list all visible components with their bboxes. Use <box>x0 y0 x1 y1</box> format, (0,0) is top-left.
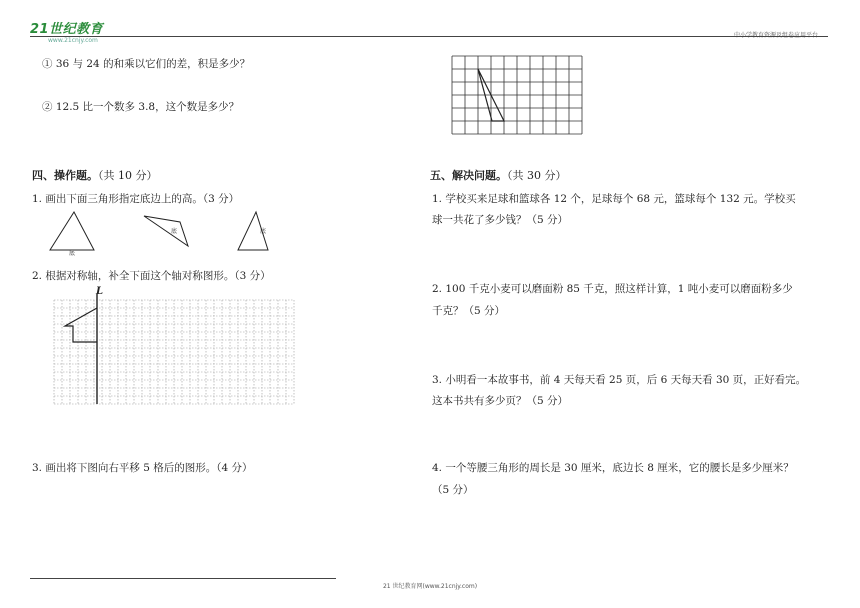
site-logo <box>30 18 103 44</box>
word-problem-1-line-2: 球一共花了多少钱？（5 分） <box>432 214 569 226</box>
translation-grid <box>452 56 582 132</box>
section-5-title <box>430 167 567 183</box>
logo-url: www.21cnjy.com <box>48 37 98 44</box>
symmetry-grid <box>54 300 294 404</box>
word-problem-2-line-2: 千克？（5 分） <box>432 305 506 317</box>
base-label-1: 底 <box>69 250 76 257</box>
header-rule <box>30 36 828 37</box>
word-problem-1-line-1: 1. 学校买来足球和篮球各 12 个，足球每个 68 元，篮球每个 132 元。学校买 <box>432 193 796 205</box>
word-problem-3-line-1: 3. 小明看一本故事书，前 4 天每天看 25 页，后 6 天每天看 30 页，正好看完。 <box>432 374 807 386</box>
triangle-2 <box>144 216 188 246</box>
section-5-heading: 五、解决问题。 <box>430 169 507 182</box>
section-5-score: （共 30 分） <box>507 169 567 182</box>
footer-text: 21 世纪教育网(www.21cnjy.com) <box>382 583 478 590</box>
word-problem-4-line-1: 4. 一个等腰三角形的周长是 30 厘米，底边长 8 厘米，它的腰长是多少厘米？ <box>432 462 794 474</box>
footer-rule <box>30 578 336 579</box>
word-problem-2-line-1: 2. 100 千克小麦可以磨面粉 85 千克，照这样计算，1 吨小麦可以磨面粉多少 <box>432 283 793 295</box>
triangle-1 <box>50 212 94 250</box>
word-problem-3-line-2: 这本书共有多少页？（5 分） <box>432 395 569 407</box>
base-label-2: 底 <box>171 228 178 235</box>
op-question-3: 3. 画出将下图向右平移 5 格后的图形。（4 分） <box>32 462 253 474</box>
section-4-score: （共 10 分） <box>98 169 158 182</box>
op-question-2: 2. 根据对称轴，补全下面这个轴对称图形。（3 分） <box>32 270 271 282</box>
base-label-3: 底 <box>260 228 267 235</box>
logo-text: 21世纪教育 <box>30 22 104 37</box>
section-4-title <box>32 167 158 183</box>
axis-label: L <box>96 286 104 297</box>
triangle-figures <box>40 208 280 258</box>
op-question-1: 1. 画出下面三角形指定底边上的高。（3 分） <box>32 193 240 205</box>
word-problem-4-line-2: （5 分） <box>432 484 474 496</box>
section-4-heading: 四、操作题。 <box>32 169 98 182</box>
platform-label: 中小学教育资源及组卷应用平台 <box>733 32 818 39</box>
calc-question-2: ② 12.5 比一个数多 3.8，这个数是多少？ <box>42 101 240 113</box>
calc-question-1: ① 36 与 24 的和乘以它们的差，积是多少？ <box>42 58 251 70</box>
